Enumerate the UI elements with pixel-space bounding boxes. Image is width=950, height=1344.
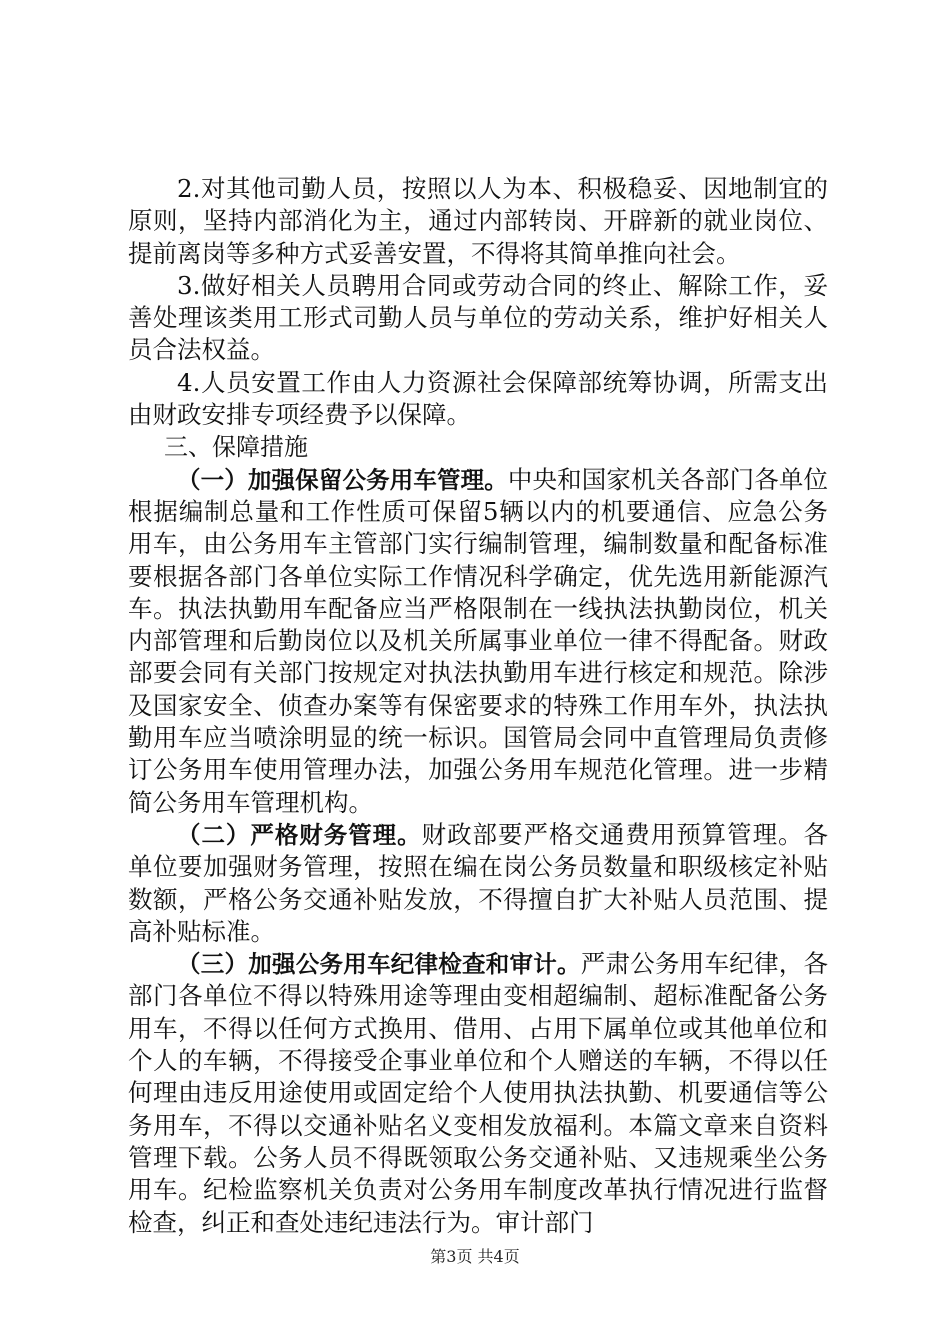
paragraph-measure-2: [128, 819, 828, 948]
section-heading: 三、保障措施: [164, 433, 308, 462]
paragraph-measure-3: [128, 948, 828, 1239]
measure-3-heading: （三）加强公务用车纪律检查和审计。: [177, 950, 581, 979]
page-number-footer: 第3页 共4页: [430, 1247, 520, 1266]
paragraph-item-4: 4.人员安置工作由人力资源社会保障部统筹协调，所需支出由财政安排专项经费予以保障。: [128, 367, 828, 430]
paragraph-item-3: 3.做好相关人员聘用合同或劳动合同的终止、解除工作，妥善处理该类用工形式司勤人员与单位的劳动关系，维护好相关人员合法权益。: [128, 270, 828, 365]
measure-2-text: 财政部要严格交通费用预算管理。各单位要加强财务管理，按照在编在岗公务员数量和职级核定补贴数额，严格公务交通补贴发放，不得擅自扩大补贴人员范围、提高补贴标准。: [128, 819, 829, 946]
document-body: [128, 173, 828, 1239]
measure-1-heading: （一）加强保留公务用车管理。: [177, 465, 508, 494]
measure-3-text: 严肃公务用车纪律，各部门各单位不得以特殊用途等理由变相超编制、超标准配备公务用车，不得以任何方式换用、借用、占用下属单位或其他单位和个人的车辆，不得接受企事业单位和个人赠送的车辆，不得以任何理由违反用途使用或固定给个人使用执法执勤、机要通信等公务用车，不得以交通补贴名义变相发放福利。本篇文章来自资料管理下载。公务人员不得既领取公务交通补贴、又违规乘坐公务用车。纪检监察机关负责对公务用车制度改革执行情况进行监督检查，纠正和查处违纪违法行为。审计部门: [128, 949, 828, 1237]
measure-1-text: 中央和国家机关各部门各单位根据编制总量和工作性质可保留5辆以内的机要通信、应急公务用车，由公务用车主管部门实行编制管理，编制数量和配备标准要根据各部门各单位实际工作情况科学确定，优先选用新能源汽车。执法执勤用车配备应当严格限制在一线执法执勤岗位，机关内部管理和后勤岗位以及机关所属事业单位一律不得配备。财政部要会同有关部门按规定对执法执勤用车进行核定和规范。除涉及国家安全、侦查办案等有保密要求的特殊工作用车外，执法执勤用车应当喷涂明显的统一标识。国管局会同中直管理局负责修订公务用车使用管理办法，加强公务用车规范化管理。进一步精简公务用车管理机构。: [128, 464, 829, 817]
paragraph-measure-1: [128, 464, 828, 819]
paragraph-item-2: 2.对其他司勤人员，按照以人为本、积极稳妥、因地制宜的原则，坚持内部消化为主，通过内部转岗、开辟新的就业岗位、提前离岗等多种方式妥善安置，不得将其简单推向社会。: [128, 174, 828, 268]
measure-2-heading: （二）严格财务管理。: [177, 820, 422, 849]
